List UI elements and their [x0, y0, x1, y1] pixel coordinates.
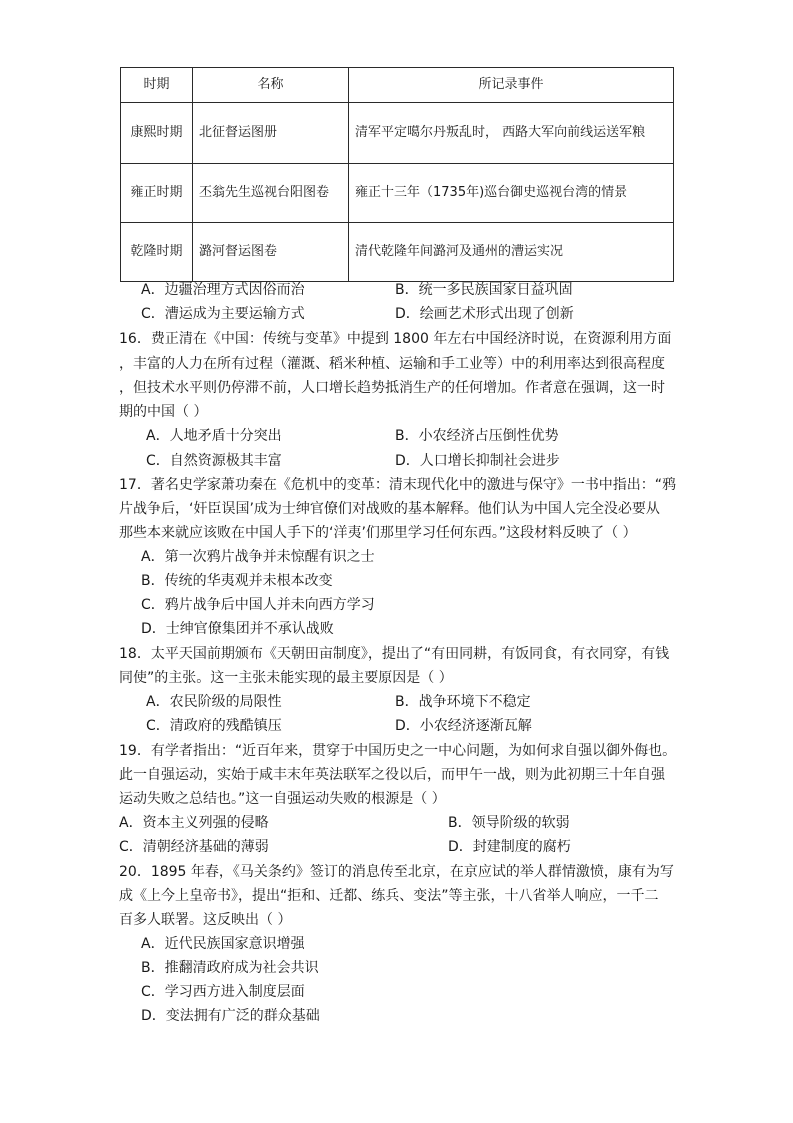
q17-option-a[interactable]: A．第一次鸦片战争并未惊醒有识之士: [141, 549, 375, 565]
q15-option-c[interactable]: C．漕运成为主要运输方式: [141, 306, 305, 322]
table-cell: 雍正时期: [121, 164, 193, 223]
q19-option-a[interactable]: A．资本主义列强的侵略: [119, 815, 269, 831]
q18-option-c[interactable]: C．清政府的残酷镇压: [146, 718, 282, 734]
q16-stem-line: 16．费正清在《中国：传统与变革》中提到 1800 年左右中国经济时说，在资源利用方面: [119, 331, 672, 347]
q18-stem-line: 同使”的主张。这一主张未能实现的最主要原因是（ ）: [119, 670, 453, 686]
q17-option-c[interactable]: C．鸦片战争后中国人并未向西方学习: [141, 597, 375, 613]
q20-option-b[interactable]: B．推翻清政府成为社会共识: [141, 960, 319, 976]
table-header-cell: 名称: [193, 68, 349, 103]
table-header-cell: 所记录事件: [349, 68, 674, 103]
q17-stem-line: 那些本来就应该败在中国人手下的‘洋夷’们那里学习任何东西。”这段材料反映了（ ）: [119, 525, 637, 541]
q20-stem-line: 成《上今上皇帝书》，提出“拒和、迁都、练兵、变法”等主张，十八省举人响应，一千二: [119, 888, 659, 904]
q17-option-d[interactable]: D．士绅官僚集团并不承认战败: [141, 621, 334, 637]
q16-option-c[interactable]: C．自然资源极其丰富: [146, 453, 282, 469]
q15-option-d[interactable]: D．绘画艺术形式出现了创新: [395, 306, 574, 322]
q16-stem-line: 期的中国（ ）: [119, 404, 208, 420]
q20-option-c[interactable]: C．学习西方进入制度层面: [141, 984, 305, 1000]
q16-option-d[interactable]: D．人口增长抑制社会进步: [395, 453, 560, 469]
table-row: [121, 223, 674, 282]
q17-stem-line: 片战争后，‘奸臣误国’成为士绅官僚们对战败的基本解释。他们认为中国人完全没必要从: [119, 501, 660, 517]
table-header-row: [121, 68, 674, 103]
q19-stem-line: 运动失败之总结也。”这一自强运动失败的根源是（ ）: [119, 791, 446, 807]
q19-option-b[interactable]: B．领导阶级的软弱: [448, 815, 570, 831]
table-cell: 清军平定噶尔丹叛乱时， 西路大军向前线运送军粮: [349, 103, 674, 164]
q20-stem-line: 20．1895 年春，《马关条约》签订的消息传至北京，在京应试的举人群情激愤，康有为写: [119, 864, 674, 880]
q16-option-a[interactable]: A．人地矛盾十分突出: [146, 428, 282, 444]
q20-option-d[interactable]: D．变法拥有广泛的群众基础: [141, 1008, 320, 1024]
q16-stem-line: ，但技术水平则仍停滞不前，人口增长趋势抵消生产的任何增加。作者意在强调，这一时: [119, 380, 665, 396]
q20-stem-line: 百多人联署。这反映出（ ）: [119, 912, 292, 928]
table-cell: 北征督运图册: [193, 103, 349, 164]
table-cell: 康熙时期: [121, 103, 193, 164]
q18-option-b[interactable]: B．战争环境下不稳定: [395, 694, 531, 710]
q19-option-c[interactable]: C．清朝经济基础的薄弱: [119, 839, 269, 855]
table-cell: 乾隆时期: [121, 223, 193, 282]
records-table: [120, 67, 674, 282]
q20-option-a[interactable]: A．近代民族国家意识增强: [141, 936, 305, 952]
table-cell: 丕翁先生巡视台阳图卷: [193, 164, 349, 223]
table-cell: 清代乾隆年间潞河及通州的漕运实况: [349, 223, 674, 282]
q19-stem-line: 此一自强运动，实始于咸丰末年英法联军之役以后，而甲午一战，则为此初期三十年自强: [119, 767, 665, 783]
q18-stem-line: 18．太平天国前期颁布《天朝田亩制度》，提出了“有田同耕，有饭同食，有衣同穿，有钱: [119, 646, 670, 662]
q19-option-d[interactable]: D．封建制度的腐朽: [448, 839, 571, 855]
q15-option-b[interactable]: B．统一多民族国家日益巩固: [395, 282, 573, 298]
q18-option-a[interactable]: A．农民阶级的局限性: [146, 694, 282, 710]
table-row: [121, 164, 674, 223]
q17-stem-line: 17．著名史学家萧功秦在《危机中的变革：清末现代化中的激进与保守》一书中指出：“鸦: [119, 477, 677, 493]
table-cell: 潞河督运图卷: [193, 223, 349, 282]
table-row: [121, 103, 674, 164]
table-cell: 雍正十三年（1735年)巡台御史巡视台湾的情景: [349, 164, 674, 223]
q17-option-b[interactable]: B．传统的华夷观并未根本改变: [141, 573, 333, 589]
table-header-cell: 时期: [121, 68, 193, 103]
q16-stem-line: ，丰富的人力在所有过程（灌溉、稻米种植、运输和手工业等）中的利用率达到很高程度: [119, 356, 665, 372]
q19-stem-line: 19．有学者指出：“近百年来，贯穿于中国历史之一中心问题，为如何求自强以御外侮也。: [119, 743, 677, 759]
q16-option-b[interactable]: B．小农经济占压倒性优势: [395, 428, 559, 444]
q18-option-d[interactable]: D．小农经济逐渐瓦解: [395, 718, 532, 734]
q15-option-a[interactable]: A．边疆治理方式因俗而治: [141, 282, 305, 298]
